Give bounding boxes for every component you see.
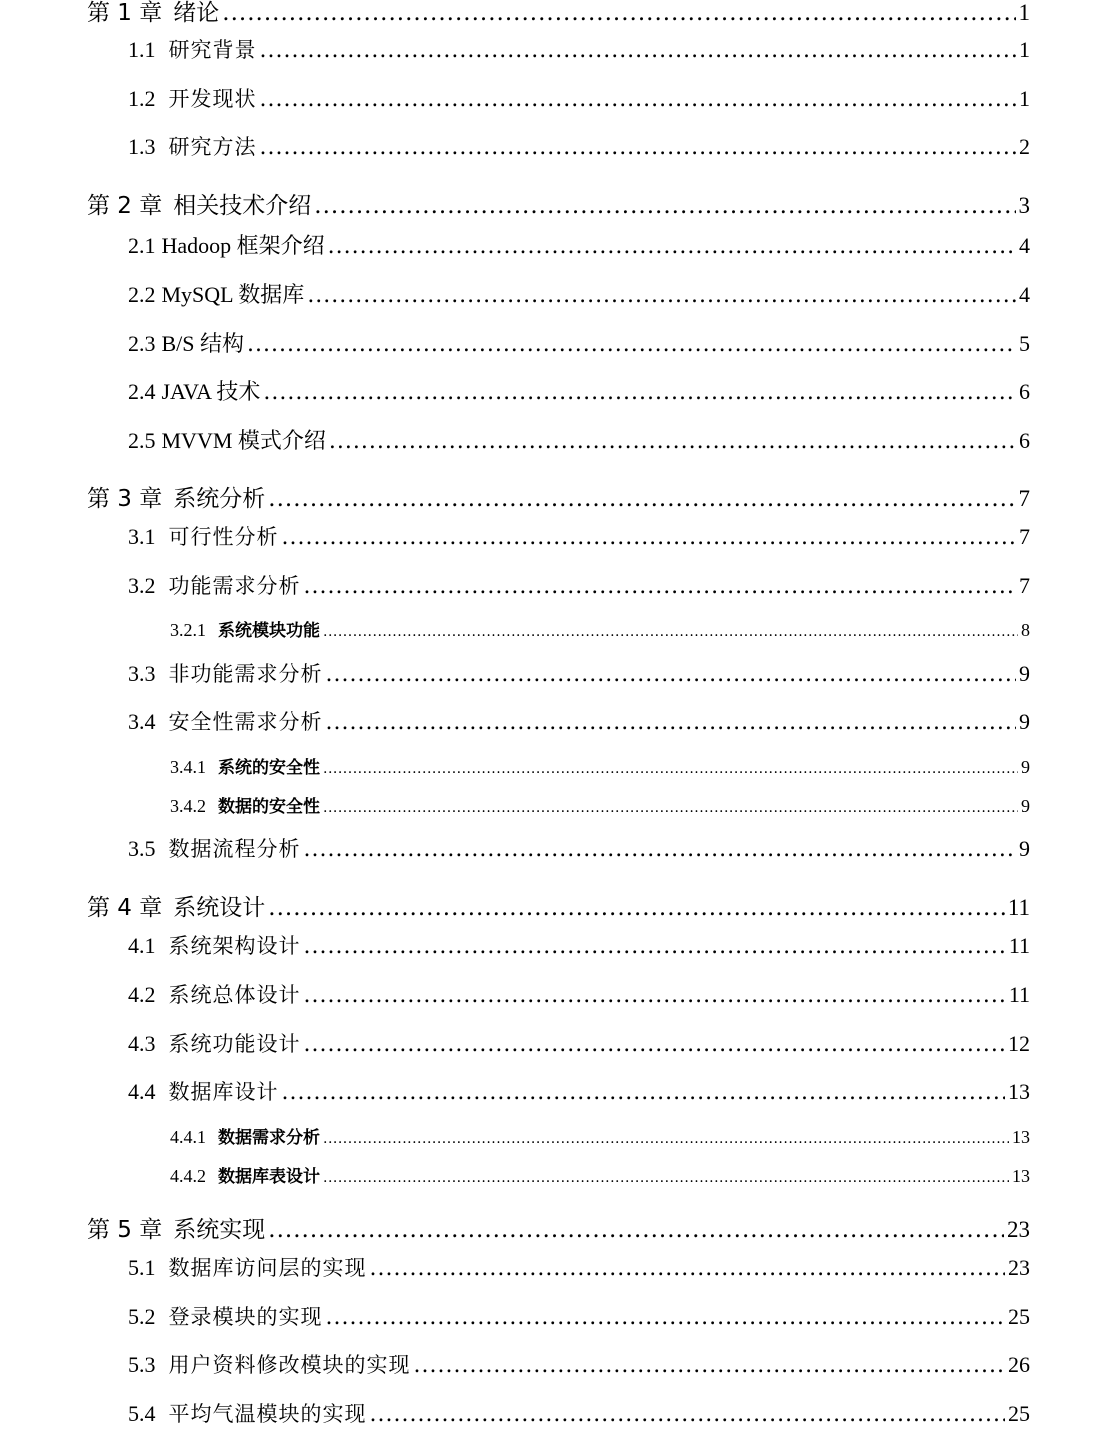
- entry-number: 2.4: [128, 379, 156, 404]
- page-number: 1: [1018, 0, 1030, 25]
- toc-entry-section-4-2[interactable]: [128, 979, 1030, 1009]
- page-number: 23: [1007, 1217, 1030, 1242]
- page-number: 9: [1021, 757, 1030, 777]
- entry-number: 3.5: [128, 836, 156, 861]
- entry-title: 数据的安全性: [218, 797, 320, 817]
- page-number: 13: [1008, 1079, 1030, 1104]
- page-number: 11: [1008, 982, 1030, 1007]
- entry-number: 4.1: [128, 933, 156, 958]
- toc-entry-section-1-3[interactable]: [128, 131, 1030, 161]
- dot-leader: [323, 1170, 1009, 1186]
- dot-leader: [304, 837, 1017, 862]
- dot-leader: [323, 1131, 1009, 1147]
- entry-number: 5.3: [128, 1352, 156, 1377]
- entry-number: 2.1: [128, 233, 156, 258]
- toc-entry-chapter-3[interactable]: [87, 480, 1030, 513]
- toc-entry-section-2-4[interactable]: [128, 375, 1030, 406]
- page-number: 1: [1019, 37, 1030, 62]
- entry-title: 开发现状: [168, 87, 257, 111]
- entry-number: 1.3: [128, 134, 156, 159]
- dot-leader: [307, 283, 1016, 308]
- entry-number: 第 3 章: [87, 486, 163, 512]
- page-number: 6: [1019, 379, 1030, 404]
- toc-entry-section-3-2[interactable]: [128, 570, 1030, 600]
- toc-entry-subsection-4-4-1[interactable]: [170, 1123, 1030, 1148]
- entry-title: 用户资料修改模块的实现: [168, 1353, 411, 1377]
- page-number: 11: [1007, 895, 1030, 920]
- page-number: 9: [1019, 709, 1030, 734]
- dot-leader: [260, 87, 1017, 112]
- entry-number: 第 5 章: [87, 1217, 163, 1243]
- dot-leader: [222, 0, 1015, 26]
- entry-number: 1.1: [128, 37, 156, 62]
- toc-entry-subsection-3-2-1[interactable]: [170, 616, 1030, 641]
- dot-leader: [268, 1217, 1004, 1243]
- page-number: 13: [1012, 1166, 1030, 1186]
- page-number: 11: [1008, 933, 1030, 958]
- page-number: 1: [1019, 86, 1030, 111]
- dot-leader: [304, 574, 1017, 599]
- dot-leader: [260, 135, 1017, 160]
- entry-number: 1.2: [128, 86, 156, 111]
- page-number: 2: [1019, 134, 1030, 159]
- toc-entry-section-4-1[interactable]: [128, 930, 1030, 960]
- entry-title: JAVA 技术: [161, 379, 261, 404]
- toc-entry-section-4-4[interactable]: [128, 1076, 1030, 1106]
- toc-entry-section-3-5[interactable]: [128, 833, 1030, 863]
- entry-title: 系统架构设计: [168, 934, 301, 958]
- dot-leader: [260, 38, 1017, 63]
- toc-entry-section-3-3[interactable]: [128, 658, 1030, 688]
- toc-entry-chapter-4[interactable]: [87, 889, 1030, 922]
- entry-title: 系统总体设计: [168, 983, 301, 1007]
- entry-number: 3.1: [128, 524, 156, 549]
- toc-entry-section-2-2[interactable]: [128, 278, 1030, 309]
- entry-title: 系统模块功能: [218, 621, 320, 641]
- entry-title: 功能需求分析: [168, 574, 301, 598]
- entry-title: 数据流程分析: [168, 837, 301, 861]
- page-number: 12: [1008, 1031, 1030, 1056]
- dot-leader: [323, 761, 1018, 777]
- entry-title: 非功能需求分析: [168, 662, 323, 686]
- entry-number: 第 1 章: [87, 0, 163, 26]
- toc-entry-section-5-2[interactable]: [128, 1301, 1030, 1331]
- toc-entry-section-2-3[interactable]: [128, 327, 1030, 358]
- toc-entry-subsection-3-4-1[interactable]: [170, 753, 1030, 778]
- entry-title: MVVM 模式介绍: [161, 428, 326, 453]
- entry-title: 系统功能设计: [168, 1032, 301, 1056]
- page-number: 25: [1008, 1304, 1030, 1329]
- entry-title: 可行性分析: [168, 525, 279, 549]
- dot-leader: [323, 800, 1018, 816]
- toc-entry-section-5-3[interactable]: [128, 1349, 1030, 1379]
- entry-number: 第 4 章: [87, 895, 163, 921]
- entry-title: 研究方法: [168, 135, 257, 159]
- dot-leader: [304, 983, 1006, 1008]
- dot-leader: [263, 380, 1016, 405]
- page-number: 7: [1019, 573, 1030, 598]
- entry-number: 3.2.1: [170, 620, 206, 640]
- entry-number: 3.4: [128, 709, 156, 734]
- page-number: 9: [1019, 836, 1030, 861]
- entry-number: 3.2: [128, 573, 156, 598]
- toc-entry-section-2-1[interactable]: [128, 229, 1030, 260]
- page-number: 4: [1019, 233, 1030, 258]
- toc-entry-chapter-5[interactable]: [87, 1211, 1030, 1244]
- entry-title: Hadoop 框架介绍: [161, 233, 325, 258]
- page-number: 9: [1021, 796, 1030, 816]
- dot-leader: [328, 234, 1016, 259]
- entry-title: B/S 结构: [161, 331, 245, 356]
- dot-leader: [268, 486, 1015, 512]
- toc-entry-section-3-4[interactable]: [128, 706, 1030, 736]
- entry-number: 5.4: [128, 1401, 156, 1426]
- entry-number: 4.2: [128, 982, 156, 1007]
- dot-leader: [326, 710, 1017, 735]
- page-number: 13: [1012, 1127, 1030, 1147]
- entry-number: 4.4.2: [170, 1166, 206, 1186]
- dot-leader: [247, 332, 1016, 357]
- toc-entry-subsection-3-4-2[interactable]: [170, 792, 1030, 817]
- entry-title: 绪论: [173, 0, 220, 26]
- page-number: 23: [1008, 1255, 1030, 1280]
- entry-number: 5.1: [128, 1255, 156, 1280]
- entry-title: 数据库访问层的实现: [168, 1256, 367, 1280]
- dot-leader: [304, 934, 1006, 959]
- toc-entry-chapter-2[interactable]: [87, 187, 1030, 220]
- toc-entry-section-4-3[interactable]: [128, 1028, 1030, 1058]
- dot-leader: [370, 1402, 1006, 1427]
- entry-number: 3.4.2: [170, 796, 206, 816]
- dot-leader: [329, 429, 1016, 454]
- entry-number: 5.2: [128, 1304, 156, 1329]
- entry-number: 3.4.1: [170, 757, 206, 777]
- entry-number: 2.3: [128, 331, 156, 356]
- entry-title: 系统设计: [173, 895, 266, 921]
- entry-number: 第 2 章: [87, 193, 163, 219]
- dot-leader: [314, 193, 1015, 219]
- entry-title: 相关技术介绍: [173, 193, 312, 219]
- entry-number: 2.5: [128, 428, 156, 453]
- dot-leader: [282, 1080, 1006, 1105]
- page-number: 26: [1008, 1352, 1030, 1377]
- entry-title: MySQL 数据库: [161, 282, 305, 307]
- toc-entry-section-1-1[interactable]: [128, 34, 1030, 64]
- dot-leader: [323, 624, 1018, 640]
- page-number: 6: [1019, 428, 1030, 453]
- toc-entry-section-5-1[interactable]: [128, 1252, 1030, 1282]
- page-number: 5: [1019, 331, 1030, 356]
- dot-leader: [326, 1305, 1006, 1330]
- toc-entry-section-2-5[interactable]: [128, 424, 1030, 455]
- toc-entry-section-3-1[interactable]: [128, 521, 1030, 551]
- page-number: 9: [1019, 661, 1030, 686]
- entry-title: 数据库设计: [168, 1080, 279, 1104]
- toc-entry-subsection-4-4-2[interactable]: [170, 1162, 1030, 1187]
- toc-entry-chapter-1[interactable]: [87, 0, 1030, 27]
- toc-entry-section-5-4[interactable]: [128, 1398, 1030, 1428]
- dot-leader: [414, 1353, 1006, 1378]
- dot-leader: [304, 1032, 1006, 1057]
- page-number: 3: [1018, 193, 1030, 218]
- entry-title: 系统的安全性: [218, 758, 320, 778]
- entry-title: 数据需求分析: [218, 1128, 320, 1148]
- entry-number: 3.3: [128, 661, 156, 686]
- page-number: 7: [1018, 486, 1030, 511]
- page-number: 4: [1019, 282, 1030, 307]
- entry-title: 平均气温模块的实现: [168, 1402, 367, 1426]
- entry-number: 4.4.1: [170, 1127, 206, 1147]
- entry-title: 系统实现: [173, 1217, 266, 1243]
- entry-number: 4.4: [128, 1079, 156, 1104]
- dot-leader: [268, 895, 1005, 921]
- dot-leader: [370, 1256, 1006, 1281]
- dot-leader: [326, 662, 1017, 687]
- entry-title: 系统分析: [173, 486, 266, 512]
- page-number: 7: [1019, 524, 1030, 549]
- entry-title: 数据库表设计: [218, 1167, 320, 1187]
- dot-leader: [282, 525, 1017, 550]
- entry-title: 安全性需求分析: [168, 710, 323, 734]
- entry-number: 2.2: [128, 282, 156, 307]
- page-number: 25: [1008, 1401, 1030, 1426]
- entry-title: 登录模块的实现: [168, 1305, 323, 1329]
- entry-number: 4.3: [128, 1031, 156, 1056]
- entry-title: 研究背景: [168, 38, 257, 62]
- toc-entry-section-1-2[interactable]: [128, 83, 1030, 113]
- page-number: 8: [1021, 620, 1030, 640]
